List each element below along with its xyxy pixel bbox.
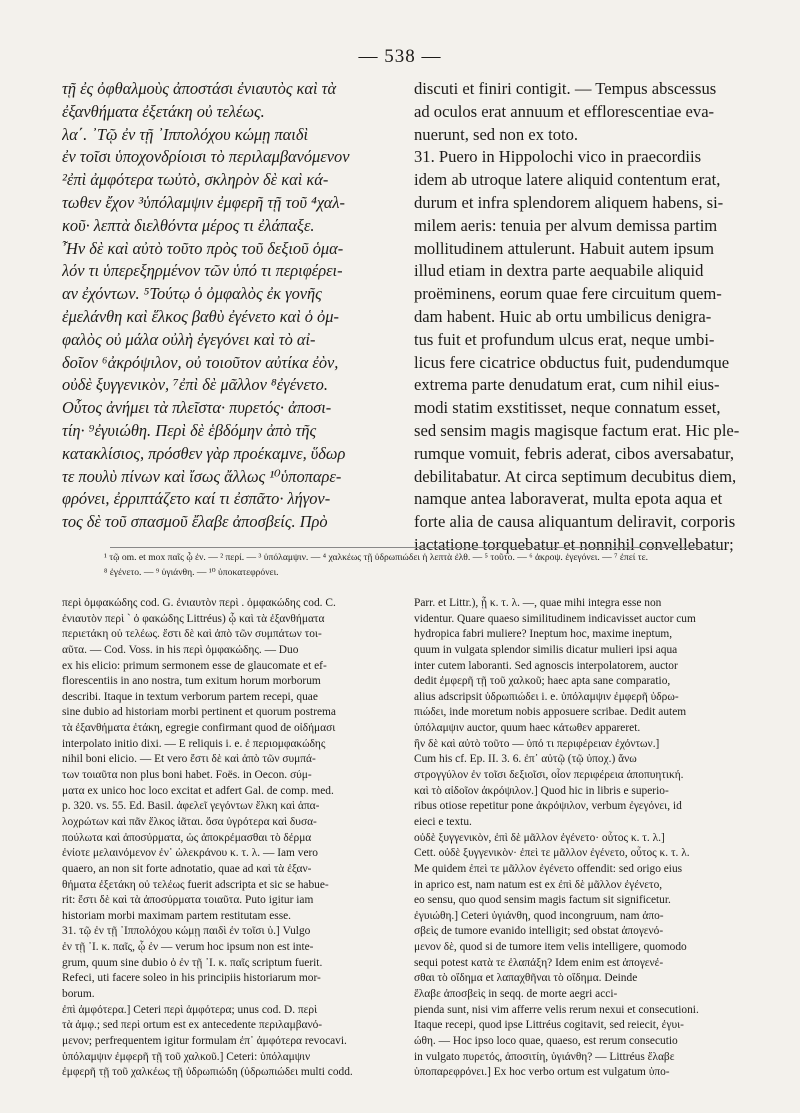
- latin-text-line: milem aeris: tenuia per alvum demissa partim: [414, 215, 718, 235]
- commentary-line: ἐν τῇ ᾿Ι. κ. παῖς, ᾧ ἐν — verum hoc ipsum non est inte-: [62, 941, 314, 954]
- commentary-line: ματα ex unico hoc loco excitat et adfert Gal. de comp. med.: [62, 784, 334, 797]
- commentary-line: σθαι τὸ οἴδημα et λαπαχθῆναι τὸ οἴδημα. Deinde: [414, 972, 638, 985]
- greek-text-line: ἐμελάνθη καὶ ἕλκος βαθὺ ἐγένετο καὶ ὁ ὀμ-: [62, 306, 339, 326]
- greek-text-line: ἐξανθήματα ἐξετάκη οὐ τελέως.: [62, 101, 265, 121]
- greek-text-line: Οὗτος ἀνήμει τὰ πλεῖστα· πυρετός· ἀποσι-: [62, 398, 332, 418]
- commentary-line: θήματα ἐξετάκη οὐ τελέως fuerit adscripta et sic se habue-: [62, 878, 329, 891]
- greek-text-line: ²ἐπὶ ἀμφότερα τωὐτὸ, σκληρὸν δὲ καὶ κά-: [62, 170, 329, 190]
- commentary-line: in vulgato πυρετός, ἀποσιτίη, ὑγιάνθη? — Littréus ἔλαβε: [414, 1050, 675, 1063]
- commentary-line: inter cutem laboranti. Sed agnoscis interpolatorem, auctor: [414, 659, 678, 672]
- greek-text-line: τωθεν ἔχον ³ὑπόλαμψιν ἐμφερῆ τῇ τοῦ ⁴χαλ-: [62, 192, 345, 212]
- latin-text-line: namque antea laboraverat, multa epota aqua et: [414, 489, 723, 509]
- commentary-line: grum, quum sine dubio ὁ ἐν τῇ ᾿Ι. κ. παῖς scriptum fuerit.: [62, 956, 323, 969]
- commentary-line: sequi potest κατὰ τε ἐλαπάξη? Idem enim est ἀπογενέ-: [414, 956, 664, 969]
- greek-text-line: τῇ ἐς ὀφθαλμοὺς ἀποστάσι ἐνιαυτὸς καὶ τὰ: [62, 79, 337, 98]
- commentary-line: αῦτα. — Cod. Voss. in his περὶ ὀμφακώδης. — Duo: [62, 643, 299, 656]
- commentary-line: eo sensu, quo quod sensim magis factum sit significetur.: [414, 894, 671, 907]
- greek-text-line: φαλὸς οὐ μάλα οὐλὴ ἐγεγόνει καὶ τὸ αἰ-: [62, 329, 316, 349]
- commentary-line: florescentiis in ano nostra, tum exitum horum morborum: [62, 675, 321, 688]
- commentary-line: historiam morbi maximam partem restitutam esse.: [62, 909, 292, 922]
- commentary-line: καὶ τὸ αἰδοῖον ἀκρόψιλον.] Quod hic in libris e superio-: [414, 784, 669, 797]
- commentary-line: ribus otiose repetitur pone ἀκρόψιλον, verbum ἐγεγόνει, id: [414, 800, 682, 813]
- commentary-line: ex his elicio: primum sermonem esse de glaucomate et ef-: [62, 659, 327, 672]
- commentary-line: πούλωτα καὶ ἀποσύρματα, ὡς ἀποκρέμασθαι τὸ δέρμα: [62, 831, 312, 844]
- greek-text-line: αν ἐχόντων. ⁵Τούτῳ ὁ ὀμφαλὸς ἐκ γονῆς: [62, 284, 322, 304]
- commentary-line: pienda sunt, nisi vim afferre velis rerum nexui et consecutioni.: [414, 1003, 699, 1016]
- commentary-line: videntur. Quare quaeso similitudinem indicavisset auctor cum: [414, 612, 696, 625]
- greek-text-line: Ἦν δὲ καὶ αὐτὸ τοῦτο πρὸς τοῦ δεξιοῦ ὁμα-: [62, 238, 344, 258]
- greek-text-line: τίη· ⁹ἐγυιώθη. Περὶ δὲ ἑβδόμην ἀπὸ τῆς: [62, 420, 317, 440]
- latin-text-line: durum et infra splendorem aliquem habens, si-: [414, 192, 724, 212]
- greek-text-line: οὐδὲ ξυγγενικὸν, ⁷ἐπὶ δὲ μᾶλλον ⁸ἐγένετο.: [62, 375, 328, 395]
- latin-text-column: [414, 78, 766, 557]
- commentary-line: borum.: [62, 988, 95, 1001]
- latin-text-line: discuti et finiri contigit. — Tempus abscessus: [414, 79, 717, 98]
- greek-text-line: λόν τι ὑπερεξηρμένον τῶν ὑπό τι περιφέρει-: [62, 261, 343, 281]
- footnote-line: ¹ τῷ om. et mox παῖς ᾧ ἐν. — ² περί. — ³ ὑπόλαμψιν. — ⁴ χαλκέως τῇ ὑδρωπιώδει ἡ λεπτὰ ἐλθ. — ⁵ τοῦτο. — ⁶ ἀκροψ. ἐγεγόνει. — ⁷ ἐπεί τε.: [104, 552, 649, 563]
- latin-text-line: dam habent. Huic ab ortu umbilicus denigra-: [414, 306, 712, 326]
- commentary-right-column: [414, 596, 766, 1081]
- commentary-line: στρογγύλον ἐν τοῖσι δεξιοῖσι, οἷον περιφέρεια ἀποπυητική.: [414, 769, 684, 782]
- commentary-line: interpolato initio dixi. — E reliquis i. e. ἐ περιομφακώδης: [62, 737, 326, 750]
- commentary-line: ὑπόλαμψιν auctor, quum haec κάτωθεν appareret.: [414, 722, 641, 735]
- commentary-line: in aprico est, nam natum est ex ἐπὶ δὲ μᾶλλον ἐγένετο,: [414, 878, 663, 891]
- greek-text-column: [62, 78, 395, 534]
- latin-text-line: modi statim exstitisset, neque connatum esset,: [414, 398, 721, 418]
- commentary-line: p. 320. vs. 55. Ed. Basil. ἀφελεῖ γεγόντων ἕλκη καὶ ἀπα-: [62, 800, 320, 813]
- greek-text-line: κατακλίσιος, πρόσθεν γὰρ προέκαμνε, ὕδωρ: [62, 443, 346, 463]
- commentary-line: τὰ ἐξανθήματα ἐτάκη, egregie confirmant quod de οἰδήμασι: [62, 722, 336, 735]
- commentary-line: sine dubio ad historiam morbi pertinent et quorum postrema: [62, 706, 336, 719]
- latin-text-line: mollitudinem attulerunt. Habuit autem ipsum: [414, 238, 715, 258]
- commentary-line: ὑπόλαμψιν ἐμφερῆ τῇ τοῦ χαλκοῦ.] Ceteri: ὑπόλαμψιν: [62, 1050, 311, 1063]
- footnotes: [104, 550, 764, 580]
- latin-text-line: tus fuit et profundum ulcus erat, neque umbi-: [414, 329, 715, 349]
- commentary-line: describi. Itaque in textum verborum partem recepi, quae: [62, 690, 318, 703]
- latin-text-line: debilitabatur. At circa septimum decubitus diem,: [414, 466, 737, 486]
- latin-text-line: ad oculos erat annuum et efflorescentiae eva-: [414, 101, 715, 121]
- commentary-line: των τοιαῦτα non plus boni habet. Foës. in Oecon. σύμ-: [62, 769, 312, 782]
- commentary-line: πιώδει, inde moretum nobis apposuere scribae. Dedit autem: [414, 706, 687, 719]
- commentary-line: ἐγυιώθη.] Ceteri ὑγιάνθη, quod incongruum, nam ἀπο-: [414, 909, 664, 922]
- greek-text-line: φρόνει, ἐρριπτάζετο καί τι ἐσπᾶτο· λήγον-: [62, 489, 331, 509]
- greek-text-line: δοῖον ⁶ἀκρόψιλον, οὐ τοιοῦτον αὐτίκα ἐὸν,: [62, 352, 339, 372]
- commentary-line: hydropica fabri muliere? Ineptum hoc, maxime ineptum,: [414, 628, 673, 641]
- latin-text-line: licus fere cicatrice obductus fuit, pudendumque: [414, 352, 730, 372]
- commentary-line: ώθη. — Hoc ipso loco quae, quaeso, est rerum consecutio: [414, 1034, 678, 1047]
- commentary-line: λοχρώτων καὶ πᾶν ἕλκος ἰᾶται. ὅσα ὑγρότερα καὶ δυσα-: [62, 815, 317, 828]
- latin-text-line: forte alia de causa aliquantum deliravit, corporis: [414, 512, 736, 532]
- greek-text-line: λα΄. ᾿Τῷ ἐν τῇ ᾿Ιππολόχου κώμῃ παιδὶ: [62, 124, 309, 144]
- commentary-line: Me quidem ἐπεὶ τε μᾶλλον ἐγένετο offendit: sed origo eius: [414, 862, 683, 875]
- latin-text-line: rumque vomuit, febris aderat, cibos aversabatur,: [414, 443, 735, 463]
- latin-text-line: iactatione torquebatur et nonnihil convellebatur;: [414, 534, 734, 554]
- latin-text-line: nuerunt, sed non ex toto.: [414, 124, 579, 144]
- greek-text-line: τος δὲ τοῦ σπασμοῦ ἔλαβε ἀποσβείς. Πρὸ: [62, 512, 328, 532]
- commentary-line: Cett. οὐδὲ ξυγγενικὸν· ἐπεὶ τε μᾶλλον ἐγένετο, οὗτος κ. τ. λ.: [414, 847, 690, 860]
- commentary-line: nihil boni elicio. — Et vero ἔστι δὲ καὶ ἀπὸ τῶν συμπά-: [62, 753, 316, 766]
- commentary-line: σβεὶς de tumore evanido intelligit; sed obstat ἀπογενό-: [414, 925, 664, 938]
- page-number: — 538 —: [358, 46, 442, 67]
- commentary-line: quaero, an non sit forte adnotatio, quae ad καὶ τὰ ἐξαν-: [62, 862, 312, 875]
- latin-text-line: sed sensim magis magisque factum erat. Hic ple-: [414, 420, 740, 440]
- commentary-line: τὰ ἀμφ.; sed περὶ ortum est ex antecedente περιλαμβανό-: [62, 1019, 323, 1032]
- commentary-line: Parr. et Littr.), ᾗ κ. τ. λ. —, quae mihi integra esse non: [414, 597, 662, 609]
- commentary-line: ἐνίοτε μελαινόμενον ἐν᾿ ὠλεκράνου κ. τ. λ. — Iam vero: [62, 847, 318, 860]
- latin-text-line: extrema parte denudatum erat, cum nihil eius-: [414, 375, 720, 395]
- footnote-line: ⁸ ἐγένετο. — ⁹ ὑγιάνθη. — ¹⁰ ὑποκατεφρόνει.: [104, 567, 279, 578]
- latin-text-line: illud etiam in dextra parte aequabile aliquid: [414, 261, 704, 281]
- commentary-line: ἐμφερῆ τῇ τοῦ χαλκέως τῇ ὑδρωπιώδη (ὑδρωπιώδει multi codd.: [62, 1066, 353, 1079]
- commentary-line: περὶ ὀμφακώδης cod. G. ἐνιαυτὸν περὶ . ὀμφακώδης cod. C.: [62, 597, 336, 609]
- footnote-divider: [110, 547, 720, 548]
- commentary-line: οὐδὲ ξυγγενικὸν, ἐπὶ δὲ μᾶλλον ἐγένετο· οὗτος κ. τ. λ.]: [414, 831, 665, 844]
- commentary-line: Refeci, uti facere soleo in his principiis historiarum mor-: [62, 972, 321, 985]
- commentary-line: alius adscripsit ὑδρωπιώδει i. e. ὑπόλαμψιν ἐμφερῆ ὑδρω-: [414, 690, 679, 703]
- commentary-line: Cum his cf. Ep. II. 3. 6. ἐπ᾿ αὐτῷ (τῷ ὑποχ.) ἄνω: [414, 753, 637, 766]
- commentary-line: dedit ἐμφερῆ τῇ τοῦ χαλκοῦ; haec apta sane comparatio,: [414, 675, 671, 688]
- commentary-line: quum in vulgata splendor similis dicatur mulieri ipsi aqua: [414, 643, 678, 656]
- latin-text-line: proëminens, eorum quae fere circuitum quem-: [414, 284, 722, 304]
- commentary-line: ἣν δὲ καὶ αὐτὸ τοῦτο — ὑπό τι περιφέρειαν ἐχόντων.]: [414, 737, 660, 750]
- commentary-line: ὑποπαρεφρόνει.] Ex hoc verbo ortum est vulgatum ὑπο-: [414, 1066, 670, 1079]
- commentary-line: ἐνιαυτὸν περὶ ` ὀ φακώδης Littréus) ᾧ καὶ τὰ ἐξανθήματα: [62, 612, 325, 625]
- commentary-line: eieci e textu.: [414, 815, 472, 828]
- greek-text-line: κοῦ· λεπτὰ διελθόντα μέρος τι ἐλάπαξε.: [62, 215, 315, 235]
- commentary-line: 31. τῷ ἐν τῇ ᾿Ιππολόχου κώμῃ παιδὶ ἐν τοῖσι ὑ.] Vulgo: [62, 925, 311, 938]
- greek-text-line: τε πουλὺ πίνων καὶ ἴσως ἄλλως ¹⁰ὑποπαρε-: [62, 466, 342, 486]
- commentary-line: ἐπὶ ἀμφότερα.] Ceteri περὶ ἀμφότερα; unus cod. D. περὶ: [62, 1003, 318, 1016]
- latin-text-line: idem ab utroque latere aliquid contentum erat,: [414, 170, 721, 190]
- commentary-left-column: [62, 596, 398, 1081]
- commentary-line: Itaque recepi, quod ipse Littréus cogitavit, sed reiecit, ἐγυι-: [414, 1019, 684, 1032]
- commentary-line: μενον; perfrequentem igitur formulam ἐπ᾿ ἀμφότερα revocavi.: [62, 1034, 347, 1047]
- commentary-line: μενον δὲ, quod si de tumore item velis intelligere, quomodo: [414, 941, 687, 954]
- commentary-line: ἔλαβε ἀποσβεὶς in seqq. de morte aegri acci-: [414, 988, 618, 1001]
- latin-text-line: 31. Puero in Hippolochi vico in praecordiis: [414, 147, 702, 167]
- commentary-line: περιετάκη οὐ τελέως. ἔστι δὲ καὶ ἀπὸ τῶν συμπάτων τοι-: [62, 628, 322, 641]
- greek-text-line: ἐν τοῖσι ὑποχονδρίοισι τὸ περιλαμβανόμενον: [62, 147, 350, 167]
- commentary-line: rit: ἔστι δὲ καὶ τὰ ἀποσύρματα τοιαῦτα. Puto igitur iam: [62, 894, 314, 907]
